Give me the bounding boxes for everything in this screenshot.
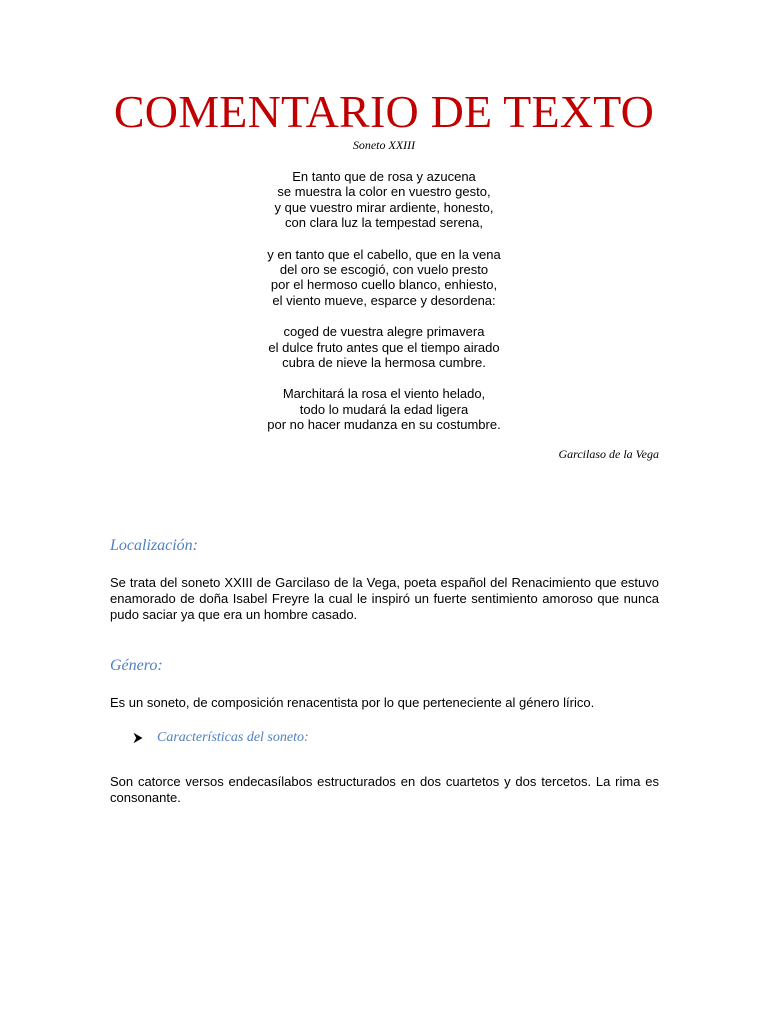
poem-verse: por el hermoso cuello blanco, enhiesto, bbox=[270, 277, 498, 293]
poem-verse: todo lo mudará la edad ligera bbox=[299, 401, 469, 417]
arrowhead-bullet-icon bbox=[133, 732, 143, 744]
poem-stanza-2 bbox=[0, 247, 768, 309]
poem-stanza-3 bbox=[0, 324, 768, 370]
poem-verse: En tanto que de rosa y azucena bbox=[292, 169, 476, 184]
section-text-localizacion: Se trata del soneto XXIII de Garcilaso de la Vega, poeta español del Renacimiento que estuvo enamorado de doña Isabel Freyre la cual le inspiró un fuerte sentimiento amoroso que nunca pudo saciar ya que era un hombre casado. bbox=[110, 575, 659, 622]
poem-stanza-1 bbox=[0, 169, 768, 231]
poem-verse: el dulce fruto antes que el tiempo airado bbox=[268, 339, 500, 355]
section-text-genero: Es un soneto, de composición renacentista por lo que perteneciente al género lírico. bbox=[110, 695, 595, 710]
section-heading-caracteristicas: Características del soneto: bbox=[157, 730, 309, 745]
page-title: COMENTARIO DE TEXTO bbox=[113, 86, 655, 137]
section-text-caracteristicas: Son catorce versos endecasílabos estructurados en dos cuartetos y dos tercetos. La rima es consonante. bbox=[110, 774, 659, 805]
poem-verse: Marchitará la rosa el viento helado, bbox=[282, 386, 486, 402]
poem-verse: se muestra la color en vuestro gesto, bbox=[277, 184, 491, 200]
poem-verse: y que vuestro mirar ardiente, honesto, bbox=[274, 199, 494, 215]
poem-stanza-4 bbox=[0, 386, 768, 432]
poem-verse: coged de vuestra alegre primavera bbox=[283, 324, 485, 340]
poem-verse: cubra de nieve la hermosa cumbre. bbox=[282, 355, 486, 371]
section-heading-genero: Género: bbox=[110, 657, 163, 674]
poem-verse: por no hacer mudanza en su costumbre. bbox=[267, 417, 501, 433]
poem bbox=[0, 169, 768, 449]
poem-subtitle: Soneto XXIII bbox=[352, 138, 416, 152]
poem-verse: y en tanto que el cabello, que en la vena bbox=[267, 246, 501, 262]
poem-verse: con clara luz la tempestad serena, bbox=[285, 215, 483, 231]
poem-verse: del oro se escogió, con vuelo presto bbox=[279, 262, 489, 278]
section-heading-localizacion: Localización: bbox=[110, 537, 198, 554]
bullet-caracteristicas bbox=[133, 728, 309, 748]
poem-verse: el viento mueve, esparce y desordena: bbox=[272, 292, 496, 308]
poem-author: Garcilaso de la Vega bbox=[558, 447, 659, 461]
